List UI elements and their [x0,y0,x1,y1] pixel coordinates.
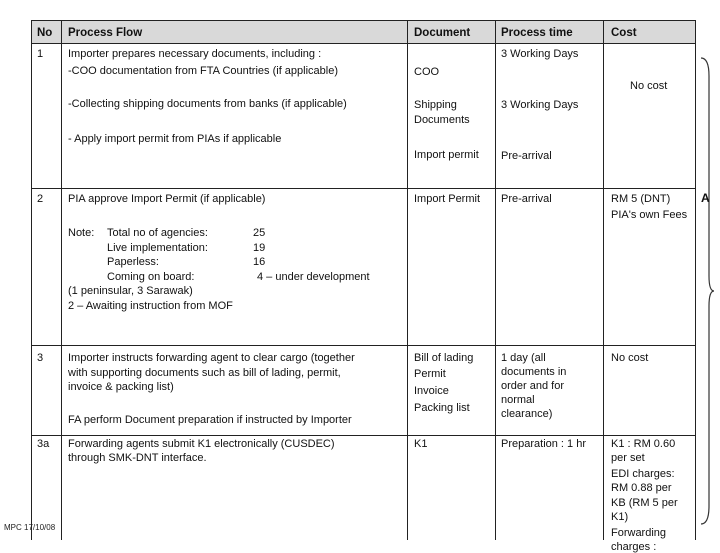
table-row [31,435,696,553]
header-process-time: Process time [501,27,573,39]
note-key: Paperless: [107,256,159,268]
header-process-flow: Process Flow [68,27,143,39]
row-number: 3a [37,438,50,450]
process-time-value: 1 day (all [501,352,546,364]
process-time-value: Pre-arrival [501,150,552,162]
document-value: Packing list [414,402,470,414]
cost-value: PIA's own Fees [611,209,688,221]
footer-text: MPC 17/10/08 [4,523,56,532]
process-time-value: clearance) [501,408,553,420]
document-value: K1 [414,438,428,450]
note-value: 4 – under development [257,271,370,283]
row-number: 1 [37,48,44,60]
cost-value: per set [611,452,645,464]
document-value: Import permit [414,149,479,161]
document-value: Documents [414,114,470,126]
column-border [407,20,408,540]
document-value: COO [414,66,440,78]
flow-line: Forwarding agents submit K1 electronically (CUSDEC) [68,438,335,450]
cost-value: No cost [611,352,649,364]
header-no: No [37,27,53,39]
note-value: 16 [253,256,266,268]
cost-value: charges : [611,541,657,553]
process-time-value: order and for [501,380,564,392]
document-value: Shipping [414,99,457,111]
column-border [31,20,32,540]
flow-line: (1 peninsular, 3 Sarawak) [68,285,193,297]
process-time-value: Preparation : 1 hr [501,438,586,450]
cost-value: K1 : RM 0.60 [611,438,676,450]
table-header-row [31,20,696,44]
flow-line: -Collecting shipping documents from banks (if applicable) [68,98,347,110]
side-mark: A [701,191,710,205]
note-key: Live implementation: [107,242,208,254]
cost-value: Forwarding [611,527,667,539]
document-value: Permit [414,368,446,380]
flow-line: with supporting documents such as bill of lading, permit, [68,367,341,379]
cost-value: EDI charges: [611,468,675,480]
flow-line: -COO documentation from FTA Countries (if applicable) [68,65,339,77]
header-document: Document [414,27,471,39]
note-value: 25 [253,227,266,239]
flow-line: through SMK-DNT interface. [68,452,207,464]
process-time-value: Pre-arrival [501,193,552,205]
cost-value: RM 0.88 per [611,482,672,494]
process-time-value: normal [501,394,535,406]
header-cost: Cost [611,27,637,39]
flow-line: invoice & packing list) [68,381,174,393]
process-time-value: documents in [501,366,567,378]
document-value: Bill of lading [414,352,474,364]
column-border [695,20,696,540]
column-border [603,20,604,540]
table-row [31,345,696,436]
row-number: 3 [37,352,44,364]
note-label: Note: [68,227,95,239]
cost-value: KB (RM 5 per [611,497,678,509]
cost-value: RM 5 (DNT) [611,193,671,205]
column-border [61,20,62,540]
cost-value: No cost [630,80,668,92]
process-time-value: 3 Working Days [501,48,579,60]
note-key: Total no of agencies: [107,227,208,239]
document-value: Import Permit [414,193,481,205]
table-row [31,188,696,346]
flow-line: 2 – Awaiting instruction from MOF [68,300,233,312]
process-time-value: 3 Working Days [501,99,579,111]
note-value: 19 [253,242,266,254]
flow-line: Importer prepares necessary documents, including : [68,48,322,60]
flow-line: - Apply import permit from PIAs if applicable [68,133,282,145]
flow-line: Importer instructs forwarding agent to clear cargo (together [68,352,355,364]
row-number: 2 [37,193,44,205]
column-border [495,20,496,540]
curly-brace-icon [699,56,715,526]
flow-line: FA perform Document preparation if instructed by Importer [68,414,352,426]
document-value: Invoice [414,385,449,397]
note-key: Coming on board: [107,271,195,283]
table-row [31,43,696,189]
process-table [31,20,696,553]
flow-line: PIA approve Import Permit (if applicable) [68,193,266,205]
cost-value: K1) [611,511,629,523]
